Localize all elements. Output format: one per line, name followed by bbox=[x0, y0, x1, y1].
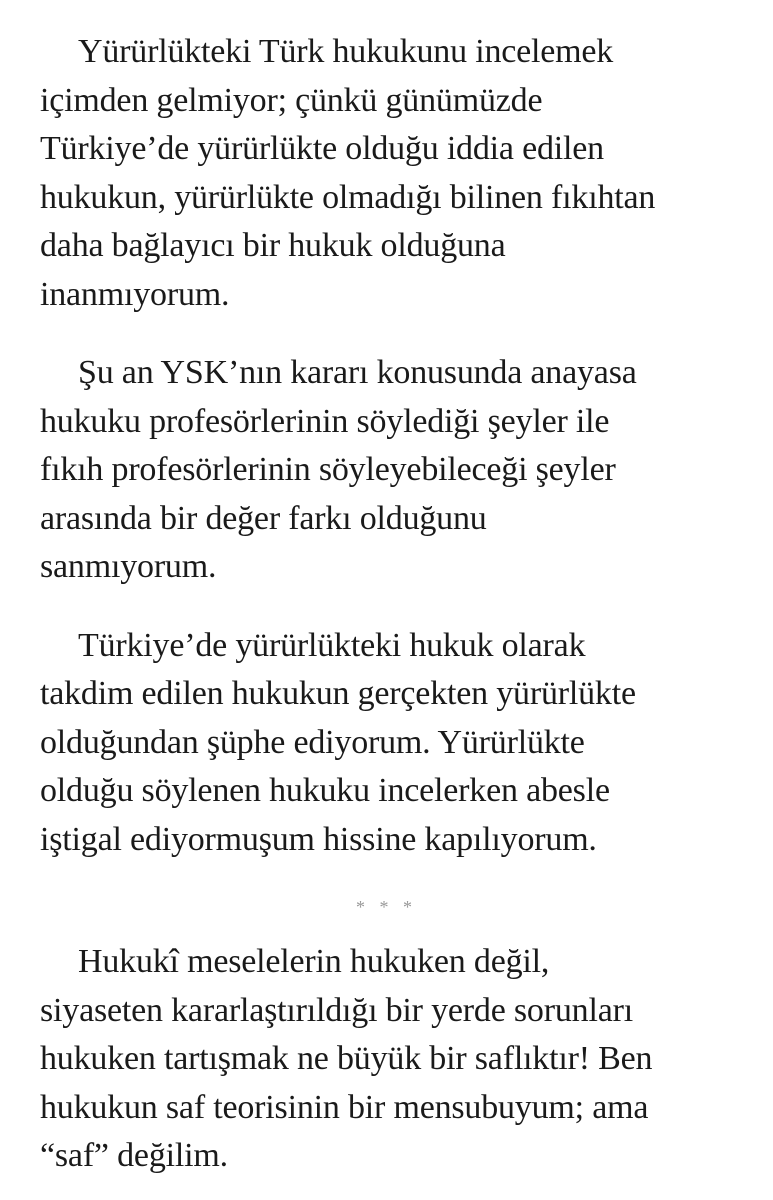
section-separator: * * * bbox=[356, 897, 417, 917]
text-line: hukukun, yürürlükte olmadığı bilinen fıkıhtan bbox=[40, 178, 656, 216]
paragraph-1 bbox=[40, 28, 773, 319]
text-line: hukukun saf teorisinin bir mensubuyum; ama bbox=[40, 1088, 649, 1126]
text-line: içimden gelmiyor; çünkü günümüzde bbox=[40, 81, 543, 119]
text-line: olduğu söylenen hukuku incelerken abesle bbox=[40, 772, 610, 809]
text-line: hukuku profesörlerinin söylediği şeyler ile bbox=[40, 402, 610, 440]
text-line: inanmıyorum. bbox=[40, 275, 230, 313]
text-line: arasında bir değer farkı olduğunu bbox=[40, 499, 487, 537]
paragraph-4 bbox=[40, 938, 773, 1181]
text-line: hukuken tartışmak ne büyük bir saflıktır! Ben bbox=[40, 1040, 653, 1077]
text-line: daha bağlayıcı bir hukuk olduğuna bbox=[40, 227, 506, 264]
text-line: “saf” değilim. bbox=[40, 1137, 228, 1174]
text-line: Şu an YSK’nın kararı konusunda anayasa bbox=[78, 354, 637, 391]
text-line: Türkiye’de yürürlükte olduğu iddia edilen bbox=[40, 130, 604, 167]
text-line: Hukukî meselelerin hukuken değil, bbox=[78, 943, 550, 980]
text-line: siyaseten kararlaştırıldığı bir yerde sorunları bbox=[40, 991, 633, 1029]
paragraph-3 bbox=[40, 622, 773, 865]
text-line: takdim edilen hukukun gerçekten yürürlükte bbox=[40, 675, 636, 712]
text-line: olduğundan şüphe ediyorum. Yürürlükte bbox=[40, 723, 585, 761]
text-line: fıkıh profesörlerinin söyleyebileceği şeyler bbox=[40, 451, 616, 488]
paragraph-2 bbox=[40, 349, 773, 592]
text-line: Türkiye’de yürürlükteki hukuk olarak bbox=[78, 626, 586, 664]
text-line: sanmıyorum. bbox=[40, 548, 217, 585]
text-line: Yürürlükteki Türk hukukunu incelemek bbox=[78, 33, 614, 70]
text-line: iştigal ediyormuşum hissine kapılıyorum. bbox=[40, 820, 597, 858]
